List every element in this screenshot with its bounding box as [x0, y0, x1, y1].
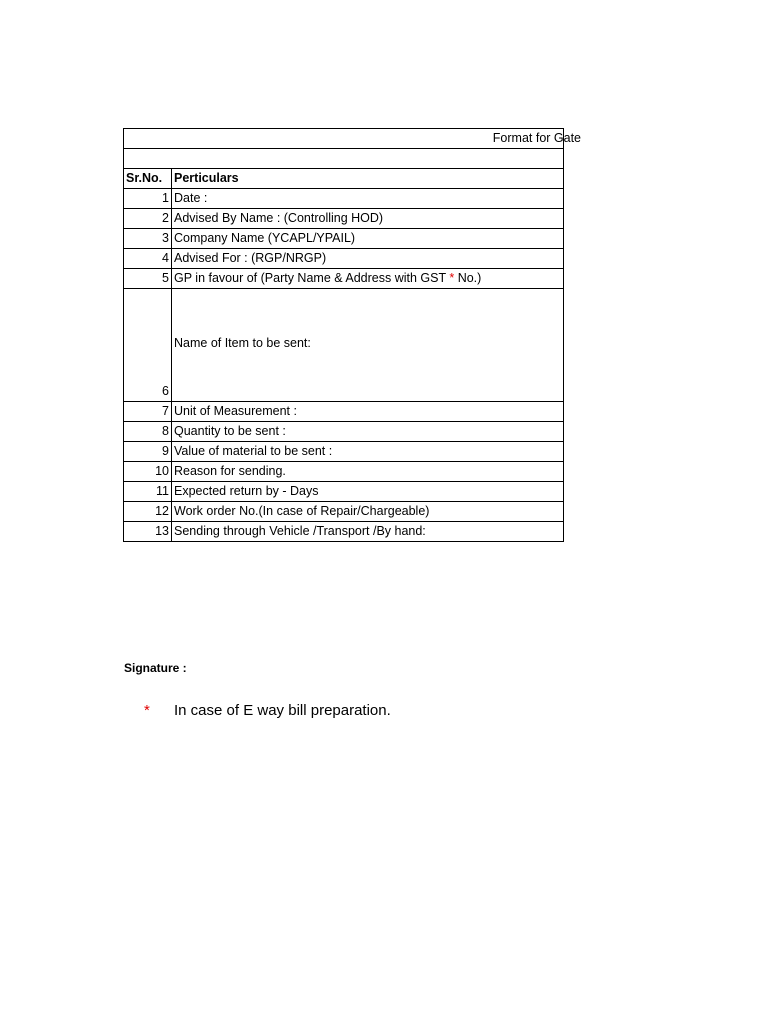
- row-text: Reason for sending.: [172, 462, 564, 482]
- table-row: [124, 522, 564, 542]
- row-number: 6: [124, 289, 172, 402]
- row-text: Expected return by - Days: [172, 482, 564, 502]
- row-number: 13: [124, 522, 172, 542]
- row-text: Name of Item to be sent:: [174, 335, 311, 350]
- row-text: Value of material to be sent :: [172, 442, 564, 462]
- row-number: 1: [124, 189, 172, 209]
- footnote-text: In case of E way bill preparation.: [174, 702, 391, 719]
- row-number: 10: [124, 462, 172, 482]
- table-row: [124, 402, 564, 422]
- row-text: Quantity to be sent :: [172, 422, 564, 442]
- table-row: [124, 462, 564, 482]
- row-text: Advised For : (RGP/NRGP): [172, 249, 564, 269]
- table-row: [124, 289, 564, 402]
- form-title: Format for Gate: [492, 131, 582, 145]
- table-row: [124, 422, 564, 442]
- table-row: [124, 189, 564, 209]
- row-text: [172, 269, 564, 289]
- row-number: 5: [124, 269, 172, 289]
- table-row: [124, 249, 564, 269]
- row-text-cell: [172, 289, 564, 402]
- row-text: Unit of Measurement :: [172, 402, 564, 422]
- row-number: 3: [124, 229, 172, 249]
- row-number: 9: [124, 442, 172, 462]
- row-text-before: GP in favour of (Party Name & Address with GST: [174, 271, 450, 285]
- table-row: [124, 269, 564, 289]
- table-row: [124, 229, 564, 249]
- title-row: [124, 129, 564, 149]
- row-number: 8: [124, 422, 172, 442]
- header-sr-no: Sr.No.: [124, 169, 172, 189]
- blank-cell: [124, 149, 564, 169]
- row-number: 11: [124, 482, 172, 502]
- signature-label: Signature :: [124, 661, 187, 675]
- form-table: [123, 128, 582, 542]
- row-text: Work order No.(In case of Repair/Chargeable): [172, 502, 564, 522]
- row-number: 2: [124, 209, 172, 229]
- table-row: [124, 502, 564, 522]
- row-text: Company Name (YCAPL/YPAIL): [172, 229, 564, 249]
- asterisk-icon: *: [449, 271, 455, 285]
- row-number: 12: [124, 502, 172, 522]
- header-row: [124, 169, 564, 189]
- table-row: [124, 209, 564, 229]
- form-title-cell: [124, 129, 582, 149]
- row-text: Sending through Vehicle /Transport /By hand:: [172, 522, 564, 542]
- header-particulars: Perticulars: [172, 169, 564, 189]
- table-row: [124, 482, 564, 502]
- row-number: 7: [124, 402, 172, 422]
- row-number: 4: [124, 249, 172, 269]
- footnote: [144, 702, 391, 719]
- row-text: Advised By Name : (Controlling HOD): [172, 209, 564, 229]
- table-row: [124, 442, 564, 462]
- gate-pass-form: [123, 128, 582, 542]
- blank-row: [124, 149, 564, 169]
- row-text: Date :: [172, 189, 564, 209]
- asterisk-icon: *: [144, 702, 150, 719]
- row-text-after: No.): [454, 271, 482, 285]
